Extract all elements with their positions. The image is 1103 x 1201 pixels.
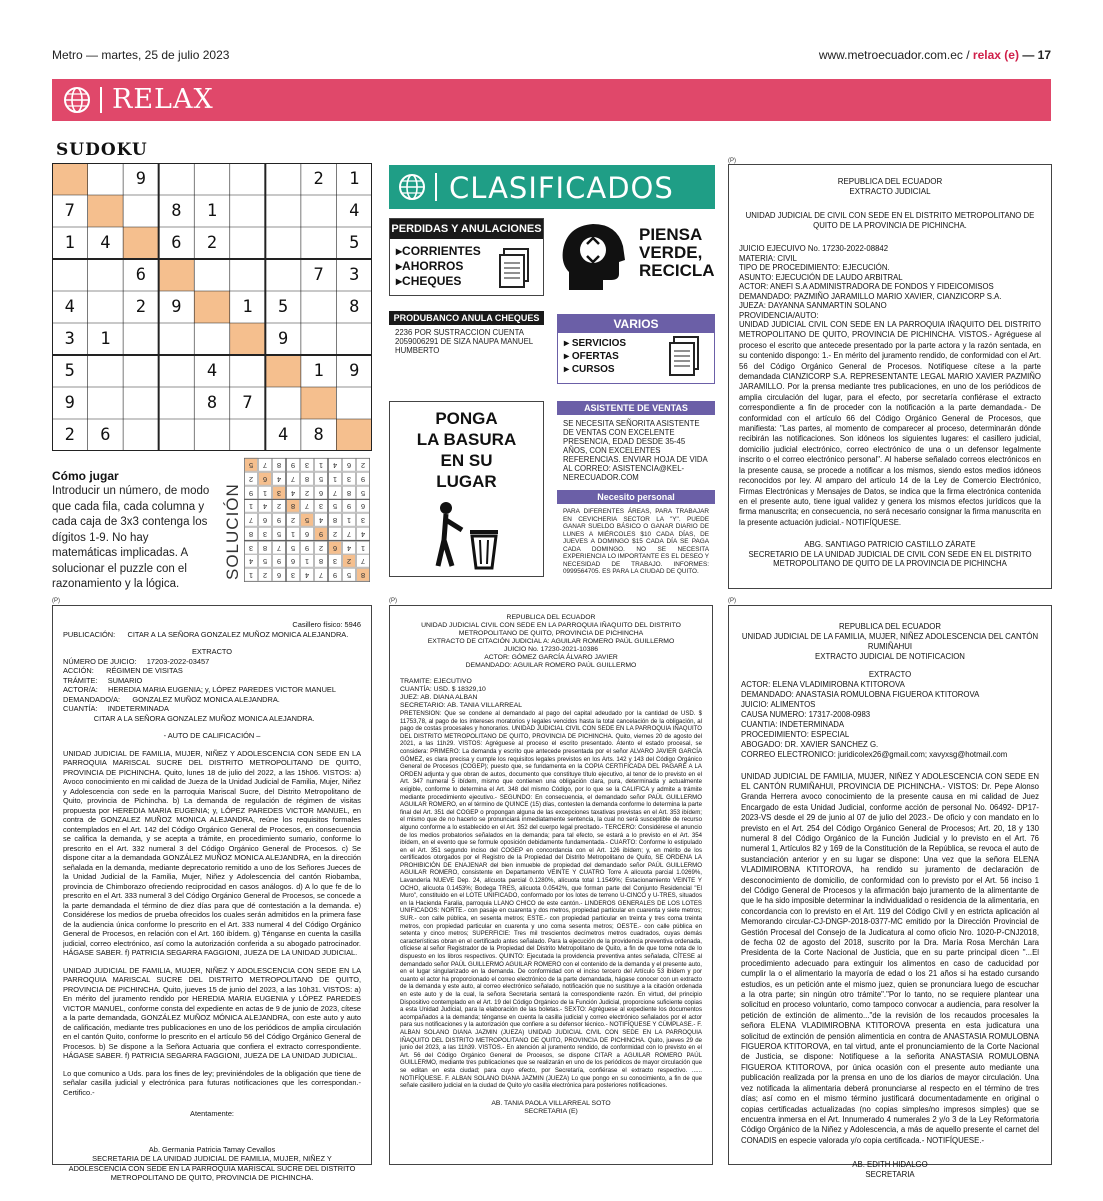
notice-2 xyxy=(52,605,372,1182)
clasificados-banner xyxy=(389,165,715,209)
produbanco-ad xyxy=(389,311,544,355)
sudoku-cell[interactable] xyxy=(230,195,266,227)
sudoku-cell[interactable]: 8 xyxy=(206,393,218,413)
sudoku-cell[interactable]: 3 xyxy=(349,265,360,285)
notice-line: TRÁMITE: SUMARIO xyxy=(63,675,143,685)
solution-cell: 5 xyxy=(286,541,300,555)
sudoku-cell[interactable]: 4 xyxy=(64,297,75,317)
sudoku-cell[interactable]: 4 xyxy=(277,425,289,445)
sudoku-cell[interactable] xyxy=(194,323,230,355)
notice-heading: REPUBLICA DEL ECUADOR xyxy=(837,177,943,186)
sudoku-cell[interactable]: 8 xyxy=(171,201,182,221)
solution-cell: 8 xyxy=(356,568,370,582)
notice-signature: AB. EDITH HIDALGO xyxy=(852,1160,928,1170)
header-url[interactable]: www.metroecuador.com.ec / xyxy=(818,48,970,62)
sudoku-cell[interactable]: 4 xyxy=(206,361,218,381)
sudoku-cell[interactable]: 2 xyxy=(64,425,75,445)
notice-line: CITAR A LA SEÑORA GONZALEZ MUÑOZ MONICA ALEJANDRA. xyxy=(63,713,315,723)
sudoku-cell[interactable]: 7 xyxy=(242,393,253,413)
sudoku-cell[interactable] xyxy=(159,259,195,291)
solution-cell: 4 xyxy=(342,541,356,555)
notice-4 xyxy=(728,605,1052,1179)
personal-text: PARA DIFERENTES ÁREAS, PARA TRABAJAR EN CEVICHERIA SECTOR LA "Y". PUEDE GANAR SUELDO BÁSICO O GANAR DIARIO DE LUNES A MIÉRCOLES $10 CADA DÍAS, DE JUEVES A DOMINGO $15 CADA DÍA SE PAGA CADA DOMINGO. NO SE NECESITA EXPERIENCIA LO IMPORTANTE ES EL DESEO Y NECESIDAD DE TRABAJO. INFORMES: 0999564705. ES PARA LA CIUDAD DE QUITO. xyxy=(563,508,709,575)
varios-item: ▸ OFERTAS xyxy=(564,351,619,362)
recicla-line: RECICLA xyxy=(639,261,715,280)
sudoku-cell[interactable]: 2 xyxy=(135,297,146,317)
header-date: Metro — martes, 25 de julio 2023 xyxy=(52,48,230,62)
solution-cell: 5 xyxy=(300,513,314,527)
notice-line: ACTOR: GÓMEZ GARCÍA ÁLVARO JAVIER xyxy=(484,654,618,661)
sudoku-cell[interactable] xyxy=(265,259,301,291)
notice-body: UNIDAD JUDICIAL CIVIL CON SEDE EN LA PARROQUIA IÑAQUITO DEL DISTRITO METROPOLITANO DE QUITO, PROVINCIA DE PICHINCHA. VISTOS.- Agréguese al proceso el escrito que antecede presentado por la parte actora y la razón sentada, en su contenido dispongo: 1.- En mérito del juramento rendido, de conformidad con el Art. 56 del Código Orgánico General de Procesos. Notifíquese cítese a la parte demandada CIANZICORP S.A. REPRESENTANTE LEGAL MARIO XAVIER PAZMIÑO JARAMILLO. Por la prensa mediante tres publicaciones, en uno de los periódicos de amplia circulación del lugar, para el efecto, por secretaría confiérase el extracto correspondiente a fin de proceder con la notificación a la parte demandada.- De conformidad con el artículo 66 del Código Orgánico General de Procesos, que manifiesta: "Las partes, al momento de comparecer al proceso, determinarán dónde recibirán las notificaciones. Son idóneos los siguientes lugares: el casillero judicial, domicilio judicial electrónico, correo electrónico de una o un defensor legalmente inscrito o el correo electrónico personal". Al haberse señalado correos electrónicos en la presente causa, se procede a notificar a los mismos, siendo estos medios idóneos reconocidos por ley. Al amparo del artículo 14 de la Ley de Comercio Electrónico, Firmas Electrónicas y Mensajes de Datos, se indica que la firma electrónica contenida en el presente auto, tiene igual validez y genera los mismos efectos jurídicos que la firma manuscrita; en consecuencia, no será necesario consignar la firma manuscrita en la presente actuación judicial.- NOTIFÍQUESE. xyxy=(739,320,1041,527)
relax-banner xyxy=(52,79,1051,121)
solution-cell: 2 xyxy=(286,513,300,527)
sudoku-cell[interactable]: 9 xyxy=(135,169,146,189)
sudoku-cell[interactable] xyxy=(230,355,266,387)
sudoku-cell[interactable] xyxy=(123,355,159,387)
notice-fields xyxy=(739,244,1041,320)
solution-cell: 6 xyxy=(356,499,370,513)
recycle-head-icon xyxy=(559,220,629,294)
sudoku-cell[interactable]: 1 xyxy=(100,329,111,349)
notice-publicacion: PUBLICACIÓN: CITAR A LA SEÑORA GONZALEZ MUÑOZ MONICA ALEJANDRA. xyxy=(63,629,349,639)
clasificados-title: CLASIFICADOS xyxy=(449,171,674,205)
solution-cell: 1 xyxy=(300,554,314,568)
solution-cell: 9 xyxy=(342,499,356,513)
notice-line: ACTOR: ANEFI S.A ADMINISTRADORA DE FONDOS Y FIDEICOMISOS xyxy=(739,282,994,291)
sudoku-cell[interactable] xyxy=(336,419,372,451)
solution-cell: 4 xyxy=(356,527,370,541)
notice-line: DEMANDADO: PAZMIÑO JARAMILLO MARIO XAVIER, CIANZICORP S.A. xyxy=(739,291,1002,301)
varios-item: ▸ CURSOS xyxy=(564,364,615,375)
sudoku-cell[interactable] xyxy=(123,323,159,355)
solution-cell: 1 xyxy=(328,472,342,486)
trash-person-icon xyxy=(430,500,506,572)
solution-cell: 8 xyxy=(258,541,272,555)
solution-cell: 3 xyxy=(328,554,342,568)
sudoku-cell[interactable]: 2 xyxy=(206,233,218,253)
solution-cell: 3 xyxy=(272,486,286,500)
solution-cell: 8 xyxy=(286,499,300,513)
basura-line: EN SU xyxy=(440,451,493,470)
solution-cell: 7 xyxy=(342,527,356,541)
solution-cell: 9 xyxy=(272,513,286,527)
personal-title: Necesito personal xyxy=(557,490,715,504)
notice-1 xyxy=(728,164,1052,589)
sudoku-cell[interactable] xyxy=(88,387,124,419)
sudoku-cell[interactable] xyxy=(88,259,124,291)
solution-cell: 6 xyxy=(342,458,356,472)
varios-box xyxy=(557,314,715,384)
notice-line: CORREO ELECTRONICO: juridicolex26@gmail.com; xavyxsg@hotmail.com xyxy=(741,749,1008,759)
notice-extracto: EXTRACTO xyxy=(868,670,912,679)
sudoku-cell[interactable]: 5 xyxy=(277,297,289,317)
solution-cell: 6 xyxy=(300,527,314,541)
notice-tag: (P) xyxy=(389,598,397,604)
sudoku-cell[interactable] xyxy=(265,227,301,259)
sudoku-cell[interactable] xyxy=(194,419,230,451)
notice-auto: - AUTO DE CALIFICACIÓN – xyxy=(163,731,261,740)
notice-unit: UNIDAD JUDICIAL DE CIVIL CON SEDE EN EL DISTRITO METROPOLITANO DE QUITO DE LA PROVINCIA DE PICHINCHA. xyxy=(745,211,1035,230)
sudoku-cell[interactable]: 9 xyxy=(64,393,75,413)
solution-cell: 3 xyxy=(258,527,272,541)
solution-cell: 6 xyxy=(286,554,300,568)
notice-body: PRETENSIÓN: Que se condene al demandado al pago del capital adeudado por la cantidad de USD. $ 11753,78, al pago de los intereses moratorios y legales vencidos hasta la total cancelación de la obligación, al pago de costas procesales y honorarios. UNIDAD JUDICIAL CIVIL CON SEDE EN LA PARROQUIA IÑAQUITO DEL DISTRITO METROPOLITANO DE QUITO, PROVINCIA DE PICHINCHA. Quito, viernes 20 de agosto del 2021, a las 11h29. VISTOS: Agréguese al proceso el escrito presentado. Atento el estado procesal, se considera: PRIMERO: La demanda y escrito que antecede presentada por el señor ALVARO JAVIER GARCÍA GÓMEZ, es clara precisa y cumple los requisitos legales previstos en los Arts. 142 y 143 del Código Orgánico General de Procesos (COGEP); puesto que, se fundamenta en la COPIA CERTIFICADA DEL PAGARÉ A LA ORDEN adjunta y que obran de autos, documento que constituye título ejecutivo, al tenor de lo previsto en el Art. 347 numeral 5 ibídem, mismo que contienen una obligación clara, pura, determinada y actualmente exigible, conforme lo determina el Art. 348 del mismo Código, por lo que se la CALIFICA y admite a trámite mediante procedimiento ejecutivo.- SEGUNDO: En consecuencia, el demandado señor PAÚL GUILLERMO AGUILAR ROMERO, en el término de QUINCE (15) días, contesten la demanda conforme lo determina la parte final del Art. 351 del COGEP o propongan alguna de las excepciones taxativas previstas en el Art. 353 ibídem; el mismo que de no hacerlo se pronunciará inmediatamente sentencia, la cual no será susceptible de recurso alguno conforme a lo establecido en el Art. 352 del cuerpo legal precitado.- TERCERO: Considérese el anuncio de los medios probatorios señalados en la demanda; para tal efecto, se estará a lo previsto en el Art. 354 ibídem, en el evento que se formule oposición debidamente fundamentada.- CUARTO: Conforme lo estipulado en el Art. 351 segundo inciso del COGEP en concordancia con el Art. 126 ibídem; y, en mérito de los certificados otorgados por el Registro de la Propiedad del Distrito Metropolitano de Quito, SE ORDENA LA PROHIBICIÓN DE ENAJENAR del bien inmueble de propiedad del demandado señor PAÚL GUILLERMO AGUILAR ROMERO, consistente en Departamento VEINTE Y CUATRO Torre A alícuota parcial 1.0269%, Lavandería NUEVE Dep. 24, alícuota parcial 0.1280%, alícuota total 1.1549%; Estacionamiento VEINTE Y OCHO, alícuota 0.1453%; Bodega TRES, alícuota 0.0542%, que forman parte del Conjunto Residencial "El Muro", constituido en el LOTE UNIFICADO, conformado por los lotes de terreno U-CINCO y U-TRES, situados en la Hacienda Faralia, parroquia LLANO CHICO de este cantón.- LINDEROS GENERALES DE LOS LOTES UNIFICADOS: NORTE.- con pasaje en cuarenta y dos metros, propiedad particular en cuarenta y siete metros; SUR.- con calle pública, en sesenta metros; ESTE.- con propiedad particular en treinta y tres coma treinta metros, con propiedad particular en cuarenta y uno coma sesenta metros; OESTE.- con calle pública en setenta y cinco metros; SUPERFICIE: Tres mil trescientos decímetros metros cuadrados, cuyas demás características obran en el certificado antes señalado. Para la ejecución de la providencia preventiva ordenada, ofíciese al señor Registrador de la Propiedad del Distrito Metropolitano de Quito, a fin de que tome nota de lo dispuesto en los libros respectivos. QUINTO: Ejecutada la providencia preventiva antes señalada, CÍTESE al demandado señor PAÚL GUILLERMO AGUILAR ROMERO con el contenido de la demanda y el presente auto, en el lugar singularizado en la demanda. De conformidad con el inciso tercero del Artículo 53 ibídem y por cuanto el actor ha proporcionado el correo electrónico de la parte demandada, hágase conocer con un extracto de la demanda y este auto, al correo electrónico señalado, notificación que no sustituye a la citación ordenada en este auto y de la cual, la señora Secretaria sentará la correspondiente razón. En virtud, del principio Dispositivo contemplado en el Art. 19 del Código Orgánico de la Función Judicial, proporcione suficiente copias a esta Unidad Judicial, para la elaboración de las boletas.- SEXTO: Agréguese al expediente los documentos acompañados a la demanda; ténganse en cuenta la casilla judicial y correo electrónico señalados por el actor para sus notificaciones y la autorización que confiere a su defensor técnico.- NOTIFÍQUESE Y CÚMPLASE.- F. ALBAN SOLANO DIANA JAZMIN (JUEZA) UNIDAD JUDICIAL CIVIL CON SEDE EN LA PARROQUIA IÑAQUITO DEL DISTRITO METROPOLITANO DE QUITO, PROVINCIA DE PICHINCHA. Quito, jueves 29 de junio del 2023, a las 11h39. VISTOS.- En atención al juramento rendido, de conformidad con lo previsto en el Art. 56 del Código Orgánico General de Procesos, se dispone CITAR a AGUILAR ROMERO PAÚL GUILLERMO, mediante tres publicaciones que se realizarán en uno de los periódicos de mayor circulación que se editan en esta ciudad; para cuyo efecto, por Secretaría, confiérase el extracto respectivo. ...... NOTIFÍQUESE. F. ALBAN SOLANO DIANA JAZMIN (JUEZA) Lo que pongo en su conocimiento, a fin de que señale casillero judicial en la ciudad de Quito y/o casilla electrónica para posteriores notificaciones. xyxy=(400,710,702,1090)
notice-body: UNIDAD JUDICIAL DE FAMILIA, MUJER, NIÑEZ Y ADOLESCENCIA CON SEDE EN LA PARROQUIA MARISCAL SUCRE DEL DISTRITO METROPOLITANO DE QUITO, PROVINCIA DE PICHINCHA. Quito, lunes 18 de julio del 2022, a las 15h06. VISTOS: a) Avoco conocimiento en mi calidad de Jueza de la Unidad Judicial de Familia, Mujer, Niñez y Adolescencia con sede en la parroquia Mariscal Sucre, del Distrito Metropolitano de Quito, provincia de Pichincha. b) La demanda de regulación de régimen de visitas propuesta por HEREDIA MARIA EUGENIA; y, LÓPEZ PAREDES VICTOR MANUEL, en contra de GONZALEZ MUÑOZ MONICA ALEJANDRA, reúne los requisitos formales contemplados en el Art. 142 del Código Orgánico General de Procesos, en consecuencia se califica la demanda, y se acepta a trámite, en procedimiento sumario, conforme lo prescrito en el Art. 332 numeral 3 del Código Orgánico General de Procesos. c) Se dispone citar a la demandada GONZÁLEZ MUÑOZ MONICA ALEJANDRA, en la dirección señalada en la demanda, mediante deprecatorio remitido a uno de los Señores Jueces de la Unidad Judicial de la Familia, Mujer, Niñez y Adolescencia del cantón Riobamba, provincia de Chimborazo ofreciendo reciprocidad en casos análogos. d) A lo que fe de lo prescrito en el Art. 333 numeral 3 del Código Orgánico General de Procesos, se concede a la parte demandada el término de diez días para que dé contestación a la demanda. e) Considérese los medios de prueba ofrecidos los cuales serán admitidos en la primera fase de la audiencia única conforme lo prescrito en el Art. 333 numeral 4 del Código Orgánico General de Procesos, en relación con el Art. 160 ibídem. g) Ténganse en cuenta la casilla judicial, correo electrónico, así como la autorización conferida a su abogado patrocinador. HÁGASE SABER. f) PATRICIA SEGARRA FAGGIONI, JUEZA DE LA UNIDAD JUDICIAL. xyxy=(63,748,361,957)
solution-cell: 3 xyxy=(286,568,300,582)
solution-cell: 6 xyxy=(314,486,328,500)
globe-icon xyxy=(397,172,427,202)
solution-cell: 5 xyxy=(258,554,272,568)
solution-cell: 7 xyxy=(328,486,342,500)
produbanco-text: 2236 POR SUSTRACCION CUENTA 2059006291 DE SIZA NAUPA MANUEL HUMBERTO xyxy=(395,328,533,355)
solution-cell: 2 xyxy=(244,472,258,486)
notice-line: UNIDAD JUDICIAL DE LA FAMILIA, MUJER, NIÑEZ ADOLESCENCIA DEL CANTÓN RUMIÑAHUI xyxy=(741,632,1039,651)
notice-line: NÚMERO DE JUICIO: 17203-2022-03457 xyxy=(63,656,210,666)
sudoku-cell[interactable] xyxy=(230,163,266,195)
sudoku-cell[interactable] xyxy=(230,323,266,355)
header-section-tag: (e) xyxy=(1004,48,1019,62)
notice-3 xyxy=(389,605,713,1165)
sudoku-cell[interactable] xyxy=(194,163,230,195)
solution-cell: 3 xyxy=(244,541,258,555)
notice-heading xyxy=(400,614,702,670)
sudoku-cell[interactable] xyxy=(301,323,337,355)
solution-cell: 9 xyxy=(300,541,314,555)
solution-cell: 9 xyxy=(272,554,286,568)
solution-cell: 1 xyxy=(244,568,258,582)
sudoku-cell[interactable]: 6 xyxy=(135,265,146,285)
perdidas-item: ▸CHEQUES xyxy=(396,274,462,288)
solution-cell: 7 xyxy=(356,554,370,568)
sudoku-cell[interactable] xyxy=(88,163,124,195)
sudoku-cell[interactable] xyxy=(194,259,230,291)
personal-ad xyxy=(557,490,715,580)
sudoku-cell[interactable] xyxy=(301,387,337,419)
solution-cell: 4 xyxy=(286,486,300,500)
notice-line: SECRETARIO: AB. TANIA VILLARREAL xyxy=(400,702,523,709)
solution-cell: 2 xyxy=(272,499,286,513)
solution-cell: 4 xyxy=(258,499,272,513)
notice-line: TIPO DE PROCEDIMIENTO: EJECUCIÓN. xyxy=(739,263,890,272)
recicla-ad xyxy=(557,218,715,296)
sudoku-cell[interactable] xyxy=(159,419,195,451)
sudoku-cell[interactable] xyxy=(123,195,159,227)
sudoku-cell[interactable] xyxy=(159,323,195,355)
notice-line: ACCIÓN: RÉGIMEN DE VISITAS xyxy=(63,666,183,675)
solution-cell: 1 xyxy=(286,527,300,541)
solution-cell: 9 xyxy=(314,527,328,541)
solution-cell: 6 xyxy=(258,513,272,527)
perdidas-item: ▸AHORROS xyxy=(396,259,464,273)
document-icon xyxy=(496,247,534,291)
sudoku-cell[interactable] xyxy=(301,227,337,259)
sudoku-cell[interactable] xyxy=(336,323,372,355)
notice-extracto: EXTRACTO xyxy=(191,647,233,656)
sudoku-cell[interactable]: 8 xyxy=(349,297,360,317)
notice-signature: ABG. SANTIAGO PATRICIO CASTILLO ZÁRATE xyxy=(804,540,976,550)
basura-line: LUGAR xyxy=(436,472,497,491)
perdidas-title: PERDIDAS Y ANULACIONES xyxy=(390,219,543,239)
solution-cell: 2 xyxy=(342,554,356,568)
solution-cell: 5 xyxy=(356,486,370,500)
solution-cell: 2 xyxy=(356,458,370,472)
solution-cell: 1 xyxy=(342,513,356,527)
solution-cell: 8 xyxy=(314,554,328,568)
solution-cell: 9 xyxy=(328,568,342,582)
notice-fields xyxy=(63,657,361,724)
solution-label xyxy=(222,462,244,582)
solution-cell: 3 xyxy=(300,458,314,472)
sudoku-cell[interactable] xyxy=(52,259,88,291)
notice-line: MATERIA: CIVIL xyxy=(739,253,797,263)
sudoku-cell[interactable] xyxy=(230,419,266,451)
notice-line: PROCEDIMIENTO: ESPECIAL xyxy=(741,729,850,739)
notice-line: CUANTÍA: INDETERMINADA xyxy=(63,704,169,713)
solution-cell: 4 xyxy=(300,568,314,582)
sudoku-cell[interactable] xyxy=(230,259,266,291)
solution-cell: 4 xyxy=(328,458,342,472)
solution-cell: 7 xyxy=(258,458,272,472)
sudoku-cell[interactable] xyxy=(123,419,159,451)
solution-cell: 8 xyxy=(244,527,258,541)
basura-ad xyxy=(389,401,544,577)
recicla-line: VERDE, xyxy=(639,243,703,262)
sudoku-cell[interactable] xyxy=(159,355,195,387)
notice-line: DEMANDADO: ANASTASIA ROMULOBNA FIGUEROA KTITOROVA xyxy=(741,689,980,699)
asistente-ad xyxy=(557,401,715,481)
header-section: relax xyxy=(972,48,1001,62)
sudoku-cell[interactable]: 1 xyxy=(64,233,75,253)
sudoku-cell[interactable]: 7 xyxy=(313,265,324,285)
solution-cell: 8 xyxy=(328,513,342,527)
notice-line: ACTOR/A: HEREDIA MARIA EUGENIA; y, LÓPEZ PAREDES VICTOR MANUEL xyxy=(63,685,336,694)
notice-line: CUANTÍA: USD. $ 18329,10 xyxy=(400,686,486,693)
sudoku-cell[interactable] xyxy=(88,291,124,323)
asistente-title: ASISTENTE DE VENTAS xyxy=(557,401,715,415)
basura-line: LA BASURA xyxy=(416,430,517,449)
notice-line: EXTRACTO JUDICIAL DE NOTIFICACION xyxy=(815,652,965,661)
sudoku-cell[interactable] xyxy=(123,387,159,419)
sudoku-cell[interactable] xyxy=(159,163,195,195)
document-icon xyxy=(666,335,702,381)
howto-title: Cómo jugar xyxy=(52,469,119,483)
solution-cell: 6 xyxy=(272,568,286,582)
solution-cell: 2 xyxy=(314,541,328,555)
notice-tag: (P) xyxy=(52,598,60,604)
notice-fields xyxy=(400,678,702,710)
solution-cell: 3 xyxy=(342,472,356,486)
sudoku-cell[interactable]: 9 xyxy=(277,329,289,349)
sudoku-cell[interactable]: 9 xyxy=(171,297,182,317)
sudoku-cell[interactable]: 1 xyxy=(313,361,324,381)
notice-closing: Lo que comunico a Uds. para los fines de ley; previniéndoles de la obligación que tiene de señalar casilla judicial y electrónica para futuras notificaciones que les correspondan.- Certifico.- xyxy=(63,1068,361,1097)
solution-cell: 4 xyxy=(244,554,258,568)
notice-line: REPÚBLICA DEL ECUADOR xyxy=(506,614,596,621)
solution-cell: 8 xyxy=(272,458,286,472)
solution-cell: 5 xyxy=(328,499,342,513)
solution-cell: 7 xyxy=(314,568,328,582)
solution-cell: 3 xyxy=(314,499,328,513)
varios-title: VARIOS xyxy=(558,315,714,333)
notice-line: JUICIO EJECUIVO No. 17230-2022-08842 xyxy=(739,244,889,253)
sudoku-cell[interactable] xyxy=(88,355,124,387)
sudoku-cell[interactable]: 1 xyxy=(349,169,360,189)
notice-signature: SECRETARIO DE LA UNIDAD JUDICIAL DE CIVIL CON SEDE EN EL DISTRITO METROPOLITANO DE QUITO DE LA PROVINCIA DE PICHINCHA xyxy=(748,549,1032,569)
notice-line: JUICIO: ALIMENTOS xyxy=(741,699,816,709)
notice-line: ACTOR: ELENA VLADIMIROBNA KTITOROVA xyxy=(741,679,905,689)
sudoku-cell[interactable]: 1 xyxy=(206,201,218,221)
perdidas-item: ▸CORRIENTES xyxy=(396,244,481,258)
notice-line: PROVIDENCIA/AUTO: xyxy=(739,310,819,320)
solution-cell: 6 xyxy=(258,472,272,486)
sudoku-cell[interactable]: 5 xyxy=(64,361,75,381)
solution-cell: 2 xyxy=(258,568,272,582)
sudoku-cell[interactable] xyxy=(265,163,301,195)
sudoku-cell[interactable] xyxy=(159,387,195,419)
sudoku-cell[interactable] xyxy=(265,387,301,419)
sudoku-cell[interactable]: 6 xyxy=(171,233,182,253)
sudoku-cell[interactable] xyxy=(230,227,266,259)
solution-cell: 4 xyxy=(272,472,286,486)
notice-line: REPUBLICA DEL ECUADOR xyxy=(839,622,941,631)
perdidas-box xyxy=(389,218,544,296)
notice-signature: Ab. Germania Patricia Tamay Cevallos xyxy=(148,1144,276,1154)
solution-cell: 7 xyxy=(286,472,300,486)
header-page: — 17 xyxy=(1022,48,1051,62)
sudoku-cell[interactable]: 5 xyxy=(349,233,360,253)
sudoku-cell[interactable] xyxy=(301,195,337,227)
produbanco-title: PRODUBANCO ANULA CHEQUES xyxy=(389,311,544,325)
solution-grid xyxy=(244,458,370,582)
solution-cell: 2 xyxy=(300,486,314,500)
notice-line: DEMANDADO/A: GONZALEZ MUÑOZ MONICA ALEJANDRA. xyxy=(63,694,280,704)
solution-cell: 7 xyxy=(272,541,286,555)
sudoku-cell[interactable] xyxy=(88,195,124,227)
notice-body: UNIDAD JUDICIAL DE FAMILIA, MUJER, NIÑEZ Y ADOLESCENCIA CON SEDE EN LA PARROQUIA MARISCAL SUCRE DEL DISTRITO METROPOLITANO DE QUITO, PROVINCIA DE PICHINCHA. Quito, jueves 15 de junio del 2023, a las 10h31. VISTOS: a) En mérito del juramento rendido por HEREDIA MARIA EUGENIA y LÓPEZ PAREDES VICTOR MANUEL, conforme consta del expediente en actas de 9 de junio de 2023, cítese a la parte demandada, GONZÁLEZ MUÑOZ MÓNICA ALEJANDRA, con este auto y auto de calificación, mediante tres publicaciones en uno de los periódicos de amplia circulación en el cantón Quito, conforme lo prescrito en el artículo 56 del Código Orgánico General de Procesos. b) Se dispone a la Señora Actuaria que confiera el extracto correspondiente. HÁGASE SABER. f) PATRICIA SEGARRA FAGGIONI, JUEZA DE LA UNIDAD JUDICIAL. xyxy=(63,965,361,1060)
notice-line: CAUSA NUMERO: 17317-2008-0983 xyxy=(741,709,871,719)
sudoku-cell[interactable]: 1 xyxy=(242,297,253,317)
notice-fields xyxy=(741,680,1039,760)
solution-cell: 3 xyxy=(356,513,370,527)
notice-tag: (P) xyxy=(728,598,736,604)
notice-tag: (P) xyxy=(728,158,736,164)
recicla-line: PIENSA xyxy=(639,225,703,244)
sudoku-cell[interactable]: 7 xyxy=(64,201,75,221)
sudoku-cell[interactable]: 3 xyxy=(64,329,75,349)
sudoku-cell[interactable]: 8 xyxy=(313,425,324,445)
solution-cell: 5 xyxy=(342,568,356,582)
sudoku-cell[interactable] xyxy=(265,195,301,227)
sudoku-grid[interactable] xyxy=(52,163,372,451)
notice-line: JUICIO No. 17230-2021-10386 xyxy=(503,646,599,653)
notice-line: EXTRACTO DE CITACIÓN JUDICIAL A: AGUILAR ROMERO PAÚL GUILLERMO xyxy=(427,638,675,645)
solution-cell: 9 xyxy=(356,472,370,486)
solution-cell: 7 xyxy=(300,499,314,513)
solution-cell: 1 xyxy=(258,486,272,500)
solution-cell: 2 xyxy=(328,527,342,541)
notice-body: UNIDAD JUDICIAL DE FAMILIA, MUJER, NIÑEZ Y ADOLESCENCIA CON SEDE EN EL CANTÓN RUMIÑAHUI, PROVINCIA DE PICHINCHA.- VISTOS: Dr. Pepe Alonso Granda Herrera avoco conocimiento de la presente causa en mi calidad de Juez Encargado de esta Unidad Judicial, conforme acción de personal No. 06492- DP17-2023-VS desde el 29 de junio al 07 de julio del 2023.- De oficio y con mandato en lo previsto en el Art. 254 del Código Orgánico General de Procesos; Art. 20, 18 y 130 numeral 8 del Código Orgánico de la Función Judicial y lo previsto en el Art. 76 numeral 1, Artículos 82 y 169 de la Constitución de la República, se revoca el auto de sustanciación anterior y en su lugar se dispone: Una vez que la señora ELENA VLADIMIROBNA KTITOROVA, ha rendido su juramento de declaración de desconocimiento de domicilio, de conformidad con lo previsto por el Art. 56 inciso 1 del Código General de Procesos y la afirmación bajo juramento de la alimentante de que le ha sido imposible determinar la individualidad o residencia de la alimentaria, en concordancia con lo previsto en el Art. 119 del Código Civil y en estricta aplicación al Memorando circular-CJ-DNGP-2018-0377-MC emitido por la Dirección Provincial de Gestión Procesal del Consejo de la Judicatura al como oficio Nro. 1020-P-CNJ2018, de fecha 02 de agosto del 2018, suscrito por la Dra. María Rosa Merchán Lara Presidenta de la Corte Nacional de Justicia, que en su parte principal dicen "...El procedimiento adecuado para extinguir los alimentos en caso de caducidad por cumplir la o el alimentario la mayoría de edad o los 21 años si ha estado cursando estudios, es un petición ante el mismo juez, quien se pronunciara luego de escuchar a la otra parte; sin ningún otro trámite"."Por lo tanto, no se requiere plantear una solicitud en proceso voluntario, como tampoco convocar a audiencia, para resolver la petición de extinción de alimento..."de la revisión de los recaudos procesales la señora ELENA VLADIMIROBNA KTITOROVA presenta en esta judicatura una solicitud de extinción de pensión alimenticia en contra de ANASTASIA ROMULOBNA FIGUEROA KTITOROVA, en tal virtud, ante el pronunciamiento de la Corte Nacional de Justicia, se dispone: Notifíquese a la señorita ANASTASIA ROMULOBNA FIGUEROA KTITOROVA, por única ocasión con el presente auto mediante una publicación realizada por la prensa en uno de los diarios de mayor circulación. Una vez notificada la alimentaria deberá pronunciarse al respecto en el término de tres días; así como en el mismo término justificará documentadamente en original o copias certificadas actualizadas (no copias simples/no impresos simples) que se encuentra inmersa en el Art. Innumerado 4 numerales 2 y/o 3 de la Ley Reformatoria Código Orgánico de la Niñez y Adolescencia, a más de aquello presente el carnet del CONADIS en especie valorada y/o copia certificada.- NOTIFÍQUESE.- xyxy=(741,771,1039,1145)
sudoku-cell[interactable]: 9 xyxy=(349,361,360,381)
notice-line: ABOGADO: DR. XAVIER SANCHEZ G. xyxy=(741,739,879,749)
solution-cell: 9 xyxy=(244,486,258,500)
header-right xyxy=(819,48,1051,62)
notice-signature: AB. TANIA PAOLA VILLARREAL SOTO xyxy=(491,1099,611,1107)
sudoku-cell[interactable]: 4 xyxy=(100,233,111,253)
solution-cell: 1 xyxy=(356,541,370,555)
basura-line: PONGA xyxy=(435,409,498,428)
notice-line: UNIDAD JUDICIAL CIVIL CON SEDE EN LA PARROQUIA IÑAQUITO DEL DISTRITO METROPOLITANO DE QUITO, PROVINCIA DE PICHINCHA xyxy=(421,622,681,637)
sudoku-cell[interactable] xyxy=(265,355,301,387)
sudoku-title: SUDOKU xyxy=(56,140,148,160)
solution-label-text: SOLUCIÓN xyxy=(223,483,242,580)
notice-line: TRÁMITE: EJECUTIVO xyxy=(400,678,472,685)
sudoku-cell[interactable] xyxy=(123,227,159,259)
relax-title: RELAX xyxy=(112,84,214,115)
solution-cell: 4 xyxy=(314,513,328,527)
notice-line: JUEZ: AB. DIANA ALBAN xyxy=(400,694,478,701)
solution-cell: 8 xyxy=(342,486,356,500)
solution-cell: 7 xyxy=(244,513,258,527)
globe-icon xyxy=(62,85,92,115)
asistente-text: SE NECESITA SEÑORITA ASISTENTE DE VENTAS CON EXCELENTE PRESENCIA, EDAD DESDE 35-45 AÑOS, CON EXCELENTES REFERENCIAS. ENVIAR HOJA DE VIDA AL CORREO: ASISTENCIA@KEL-NERECUADOR.COM xyxy=(563,419,708,482)
sudoku-cell[interactable] xyxy=(52,163,88,195)
notice-heading xyxy=(741,622,1039,662)
solution-cell: 5 xyxy=(314,472,328,486)
notice-signature: SECRETARIA xyxy=(865,1169,915,1179)
notice-line: JUEZA: DAYANNA SANMARTIN SOLANO xyxy=(739,301,887,310)
notice-signature: SECRETARIA DE LA UNIDAD JUDICIAL DE FAMILIA, MUJER, NIÑEZ Y ADOLESCENCIA CON SEDE EN LA PARROQUIA MARISCAL SUCRE DEL DISTRITO METROPOLITANO DE QUITO, PROVINCIA DE PICHINCHA. xyxy=(68,1154,356,1182)
solution-cell: 9 xyxy=(286,458,300,472)
sudoku-cell[interactable]: 2 xyxy=(313,169,324,189)
notice-line: DEMANDADO: AGUILAR ROMERO PAÚL GUILLERMO xyxy=(465,662,637,669)
sudoku-cell[interactable] xyxy=(301,291,337,323)
sudoku-cell[interactable]: 6 xyxy=(100,425,111,445)
solution-cell: 5 xyxy=(244,458,258,472)
sudoku-cell[interactable] xyxy=(194,291,230,323)
howto-text: Introducir un número, de modo que cada fila, cada columna y cada caja de 3x3 contenga los dígitos 1-9. No hay matemáticas implicadas. A solucionar el puzzle con el razonamiento y la lógica. xyxy=(52,485,210,590)
solution-cell: 8 xyxy=(300,472,314,486)
notice-signature: SECRETARIA (E) xyxy=(524,1107,578,1115)
sudoku-cell[interactable]: 4 xyxy=(349,201,360,221)
sudoku-cell[interactable] xyxy=(336,387,372,419)
varios-item: ▸ SERVICIOS xyxy=(564,338,627,349)
notice-heading: EXTRACTO JUDICIAL xyxy=(849,187,931,196)
solution-cell: 6 xyxy=(328,541,342,555)
notice-atentamente: Atentamente: xyxy=(190,1109,234,1118)
notice-casillero: Casillero físico: 5946 xyxy=(292,620,361,629)
solution-cell: 5 xyxy=(272,527,286,541)
notice-line: ASUNTO: EJECUCIÓN DE LAUDO ARBITRAL xyxy=(739,272,903,282)
notice-line: CUANTIA: INDETERMINADA xyxy=(741,719,845,729)
solution-cell: 1 xyxy=(314,458,328,472)
solution-cell: 1 xyxy=(244,499,258,513)
